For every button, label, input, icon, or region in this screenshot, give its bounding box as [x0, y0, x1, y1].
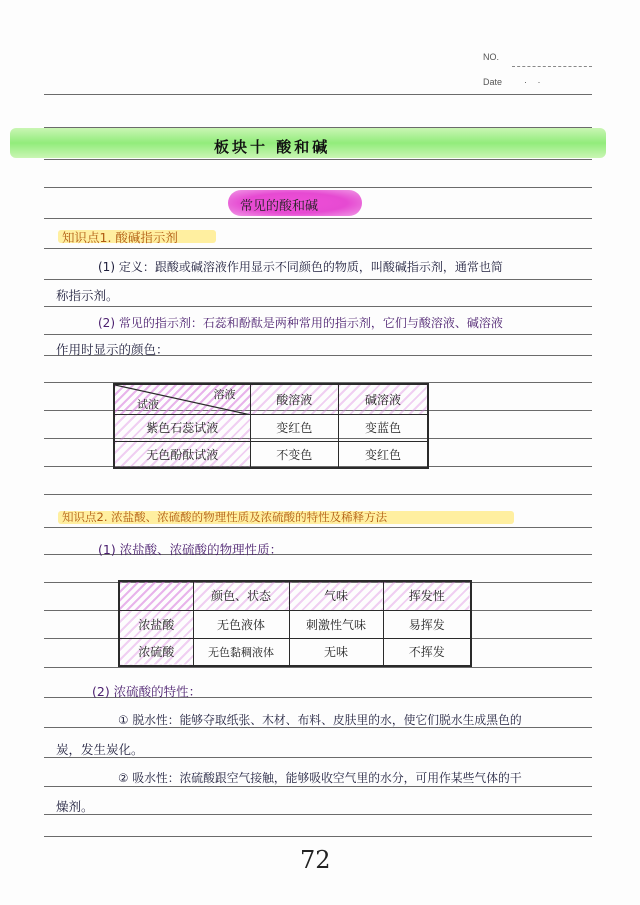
acid-properties-table [118, 580, 472, 667]
rule-line [44, 836, 592, 837]
rule-line [44, 814, 592, 815]
kp1-common-line1: (2) 常见的指示剂：石蕊和酚酞是两种常用的指示剂，它们与酸溶液、碱溶液 [98, 316, 503, 330]
kp1-definition-line1: (1) 定义：跟酸或碱溶液作用显示不同颜色的物质，叫酸碱指示剂，通常也简 [98, 260, 503, 274]
kp2-sub2: (2) 浓硫酸的特性： [92, 684, 202, 699]
rule-line [44, 306, 592, 307]
section-subtitle: 常见的酸和碱 [240, 199, 319, 214]
date-dots: · · [524, 77, 545, 87]
table-cell: 无味 [289, 638, 383, 666]
kp2-title: 知识点2. 浓盐酸、浓硫酸的物理性质及浓硫酸的特性及稀释方法 [62, 510, 388, 524]
rule-line [44, 527, 592, 528]
table-row-label: 无色酚酞试液 [114, 441, 250, 468]
rule-line [44, 94, 592, 95]
corner-top-label: 溶液 [213, 388, 236, 401]
rule-line [44, 248, 592, 249]
table-cell: 刺激性气味 [289, 610, 383, 638]
rule-line [44, 159, 592, 160]
table-cell: 不挥发 [383, 638, 471, 666]
rule-line [44, 218, 592, 219]
table-row [114, 414, 428, 441]
indicator-table-corner [114, 384, 250, 414]
kp2-dehydration-line1: ① 脱水性：能够夺取纸张、木材、布料、皮肤里的水，使它们脱水生成黑色的 [118, 713, 522, 727]
rule-line [44, 334, 592, 335]
table-row [119, 638, 471, 666]
table-header-cell: 气味 [289, 581, 383, 610]
kp2-absorption-line1: ② 吸水性：浓硫酸跟空气接触，能够吸收空气里的水分，可用作某些气体的干 [118, 771, 522, 785]
table-cell: 无色黏稠液体 [193, 638, 289, 666]
table-row-label: 紫色石蕊试液 [114, 414, 250, 441]
rule-line [44, 494, 592, 495]
table-cell: 变红色 [338, 441, 428, 468]
table-row [114, 441, 428, 468]
table-cell: 无色液体 [193, 610, 289, 638]
kp1-definition-line2: 称指示剂。 [56, 288, 119, 303]
page-number: 72 [300, 846, 331, 874]
table-row-label: 浓盐酸 [119, 610, 193, 638]
no-label: NO. [483, 52, 500, 62]
no-underline [512, 66, 592, 67]
kp2-absorption-line2: 燥剂。 [56, 799, 94, 814]
table-row-label: 浓硫酸 [119, 638, 193, 666]
rule-line [44, 187, 592, 188]
kp1-title: 知识点1. 酸碱指示剂 [62, 230, 178, 245]
table-row [119, 610, 471, 638]
table-header-cell: 颜色、状态 [193, 581, 289, 610]
table-header-cell: 碱溶液 [338, 384, 428, 414]
table-header-cell: 酸溶液 [250, 384, 338, 414]
rule-line [44, 279, 592, 280]
table-cell: 变红色 [250, 414, 338, 441]
table-cell: 变蓝色 [338, 414, 428, 441]
table-cell: 不变色 [250, 441, 338, 468]
kp2-dehydration-line2: 炭，发生炭化。 [56, 742, 144, 757]
table-header-cell [119, 581, 193, 610]
rule-line [44, 667, 592, 668]
table-cell: 易挥发 [383, 610, 471, 638]
kp2-sub1: (1) 浓盐酸、浓硫酸的物理性质： [98, 542, 283, 557]
section-title: 板块十 酸和碱 [214, 138, 331, 156]
indicator-table [113, 383, 429, 469]
rule-line [44, 786, 592, 787]
table-header-cell: 挥发性 [383, 581, 471, 610]
kp1-common-line2: 作用时显示的颜色： [56, 342, 169, 357]
corner-bottom-label: 试液 [137, 397, 159, 411]
date-label: Date [483, 77, 503, 87]
